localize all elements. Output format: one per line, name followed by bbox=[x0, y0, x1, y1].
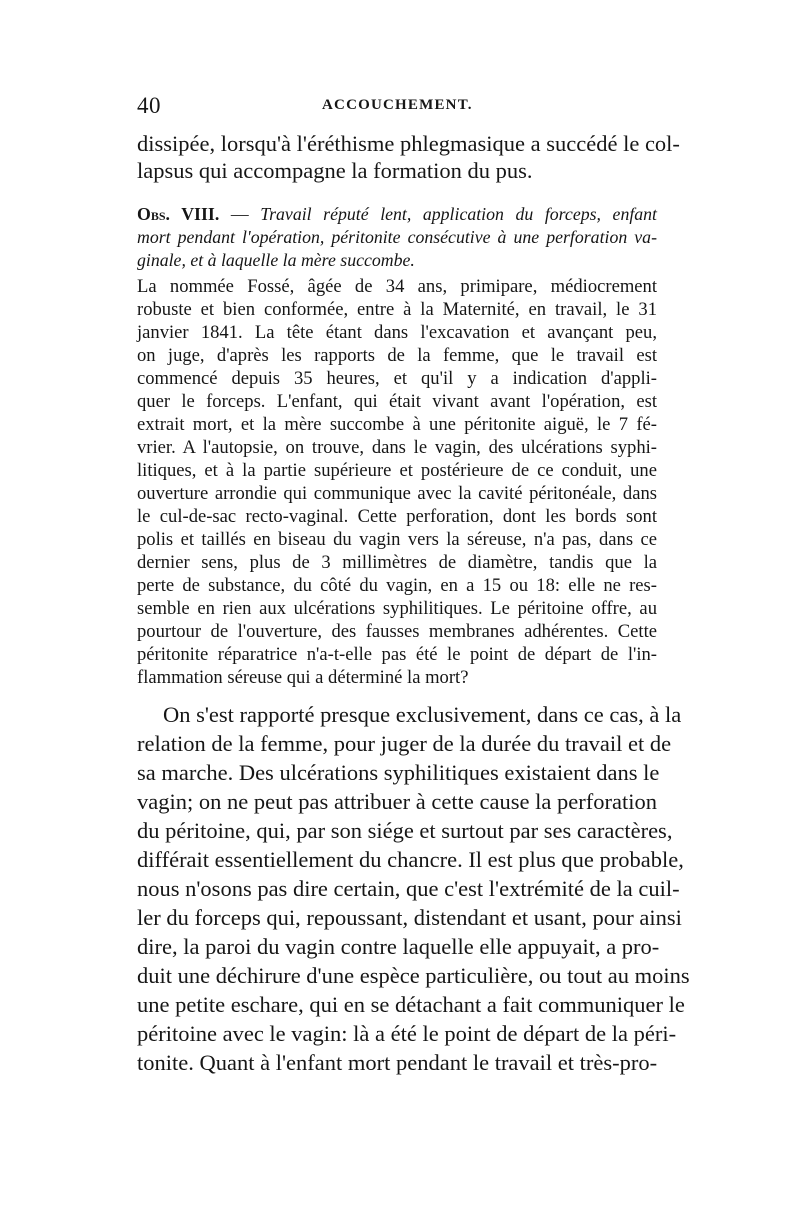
case-line: La nommée Fossé, âgée de 34 ans, primipare, médiocrement bbox=[137, 276, 657, 297]
case-line: commencé depuis 35 heures, et qu'il y a indication d'appli- bbox=[137, 368, 657, 389]
observation-dash: — bbox=[219, 204, 261, 224]
commentary-line: du péritoine, qui, par son siége et surtout par ses caractères, bbox=[137, 818, 673, 843]
case-line: le cul-de-sac recto-vaginal. Cette perforation, dont les bords sont bbox=[137, 506, 657, 527]
commentary-line: différait essentiellement du chancre. Il est plus que probable, bbox=[137, 847, 684, 872]
commentary-line: ler du forceps qui, repoussant, distendant et usant, pour ainsi bbox=[137, 905, 682, 930]
case-line: robuste et bien conformée, entre à la Maternité, en travail, le 31 bbox=[137, 299, 657, 320]
case-line: flammation séreuse qui a déterminé la mort? bbox=[137, 667, 469, 688]
case-line: on juge, d'après les rapports de la femme, que le travail est bbox=[137, 345, 657, 366]
case-line: péritonite réparatrice n'a-t-elle pas été le point de départ de l'in- bbox=[137, 644, 657, 665]
case-line: extrait mort, et la mère succombe à une péritonite aiguë, le 7 fé- bbox=[137, 414, 657, 435]
text-line: lapsus qui accompagne la formation du pus. bbox=[137, 158, 533, 183]
case-line: polis et taillés en biseau du vagin vers la séreuse, n'a pas, dans ce bbox=[137, 529, 657, 550]
case-line: litiques, et à la partie supérieure et postérieure de ce conduit, une bbox=[137, 460, 657, 481]
running-title: ACCOUCHEMENT. bbox=[322, 97, 473, 113]
case-line: janvier 1841. La tête étant dans l'excavation et avançant peu, bbox=[137, 322, 657, 343]
commentary-line: On s'est rapporté presque exclusivement, dans ce cas, à la bbox=[163, 702, 682, 727]
case-line: semble en rien aux ulcérations syphilitiques. Le péritoine offre, au bbox=[137, 598, 657, 619]
observation-heading-line bbox=[137, 203, 657, 225]
commentary-line: une petite eschare, qui en se détachant a fait communiquer le bbox=[137, 992, 685, 1017]
commentary-line: duit une déchirure d'une espèce particulière, ou tout au moins bbox=[137, 963, 690, 988]
commentary-line: péritoine avec le vagin: là a été le point de départ de la péri- bbox=[137, 1021, 677, 1046]
book-page bbox=[137, 0, 690, 1215]
commentary-line: relation de la femme, pour juger de la durée du travail et de bbox=[137, 731, 672, 756]
commentary-line: sa marche. Des ulcérations syphilitiques existaient dans le bbox=[137, 760, 660, 785]
commentary-line: tonite. Quant à l'enfant mort pendant le travail et très-pro- bbox=[137, 1050, 658, 1075]
commentary-line: nous n'osons pas dire certain, que c'est l'extrémité de la cuil- bbox=[137, 876, 680, 901]
running-head bbox=[137, 93, 657, 123]
observation-label: Obs. VIII. bbox=[137, 204, 220, 224]
commentary-line: vagin; on ne peut pas attribuer à cette cause la perforation bbox=[137, 789, 657, 814]
case-line: quer le forceps. L'enfant, qui était vivant avant l'opération, est bbox=[137, 391, 657, 412]
text-line: dissipée, lorsqu'à l'éréthisme phlegmasique a succédé le col- bbox=[137, 131, 680, 156]
case-line: dernier sens, plus de 3 millimètres de diamètre, tandis que la bbox=[137, 552, 657, 573]
case-line: pourtour de l'ouverture, des fausses membranes adhérentes. Cette bbox=[137, 621, 657, 642]
commentary-line: dire, la paroi du vagin contre laquelle elle appuyait, a pro- bbox=[137, 934, 660, 959]
case-line: perte de substance, du côté du vagin, en a 15 ou 18: elle ne res- bbox=[137, 575, 657, 596]
observation-title-line: mort pendant l'opération, péritonite consécutive à une perforation va- bbox=[137, 227, 657, 247]
case-line: ouverture arrondie qui communique avec la cavité péritonéale, dans bbox=[137, 483, 657, 504]
observation-title: Travail réputé lent, application du forceps, enfant bbox=[260, 204, 657, 224]
case-line: vrier. A l'autopsie, on trouve, dans le vagin, des ulcérations syphi- bbox=[137, 437, 657, 458]
observation-title-line: ginale, et à laquelle la mère succombe. bbox=[137, 250, 415, 270]
page-number: 40 bbox=[137, 93, 161, 118]
